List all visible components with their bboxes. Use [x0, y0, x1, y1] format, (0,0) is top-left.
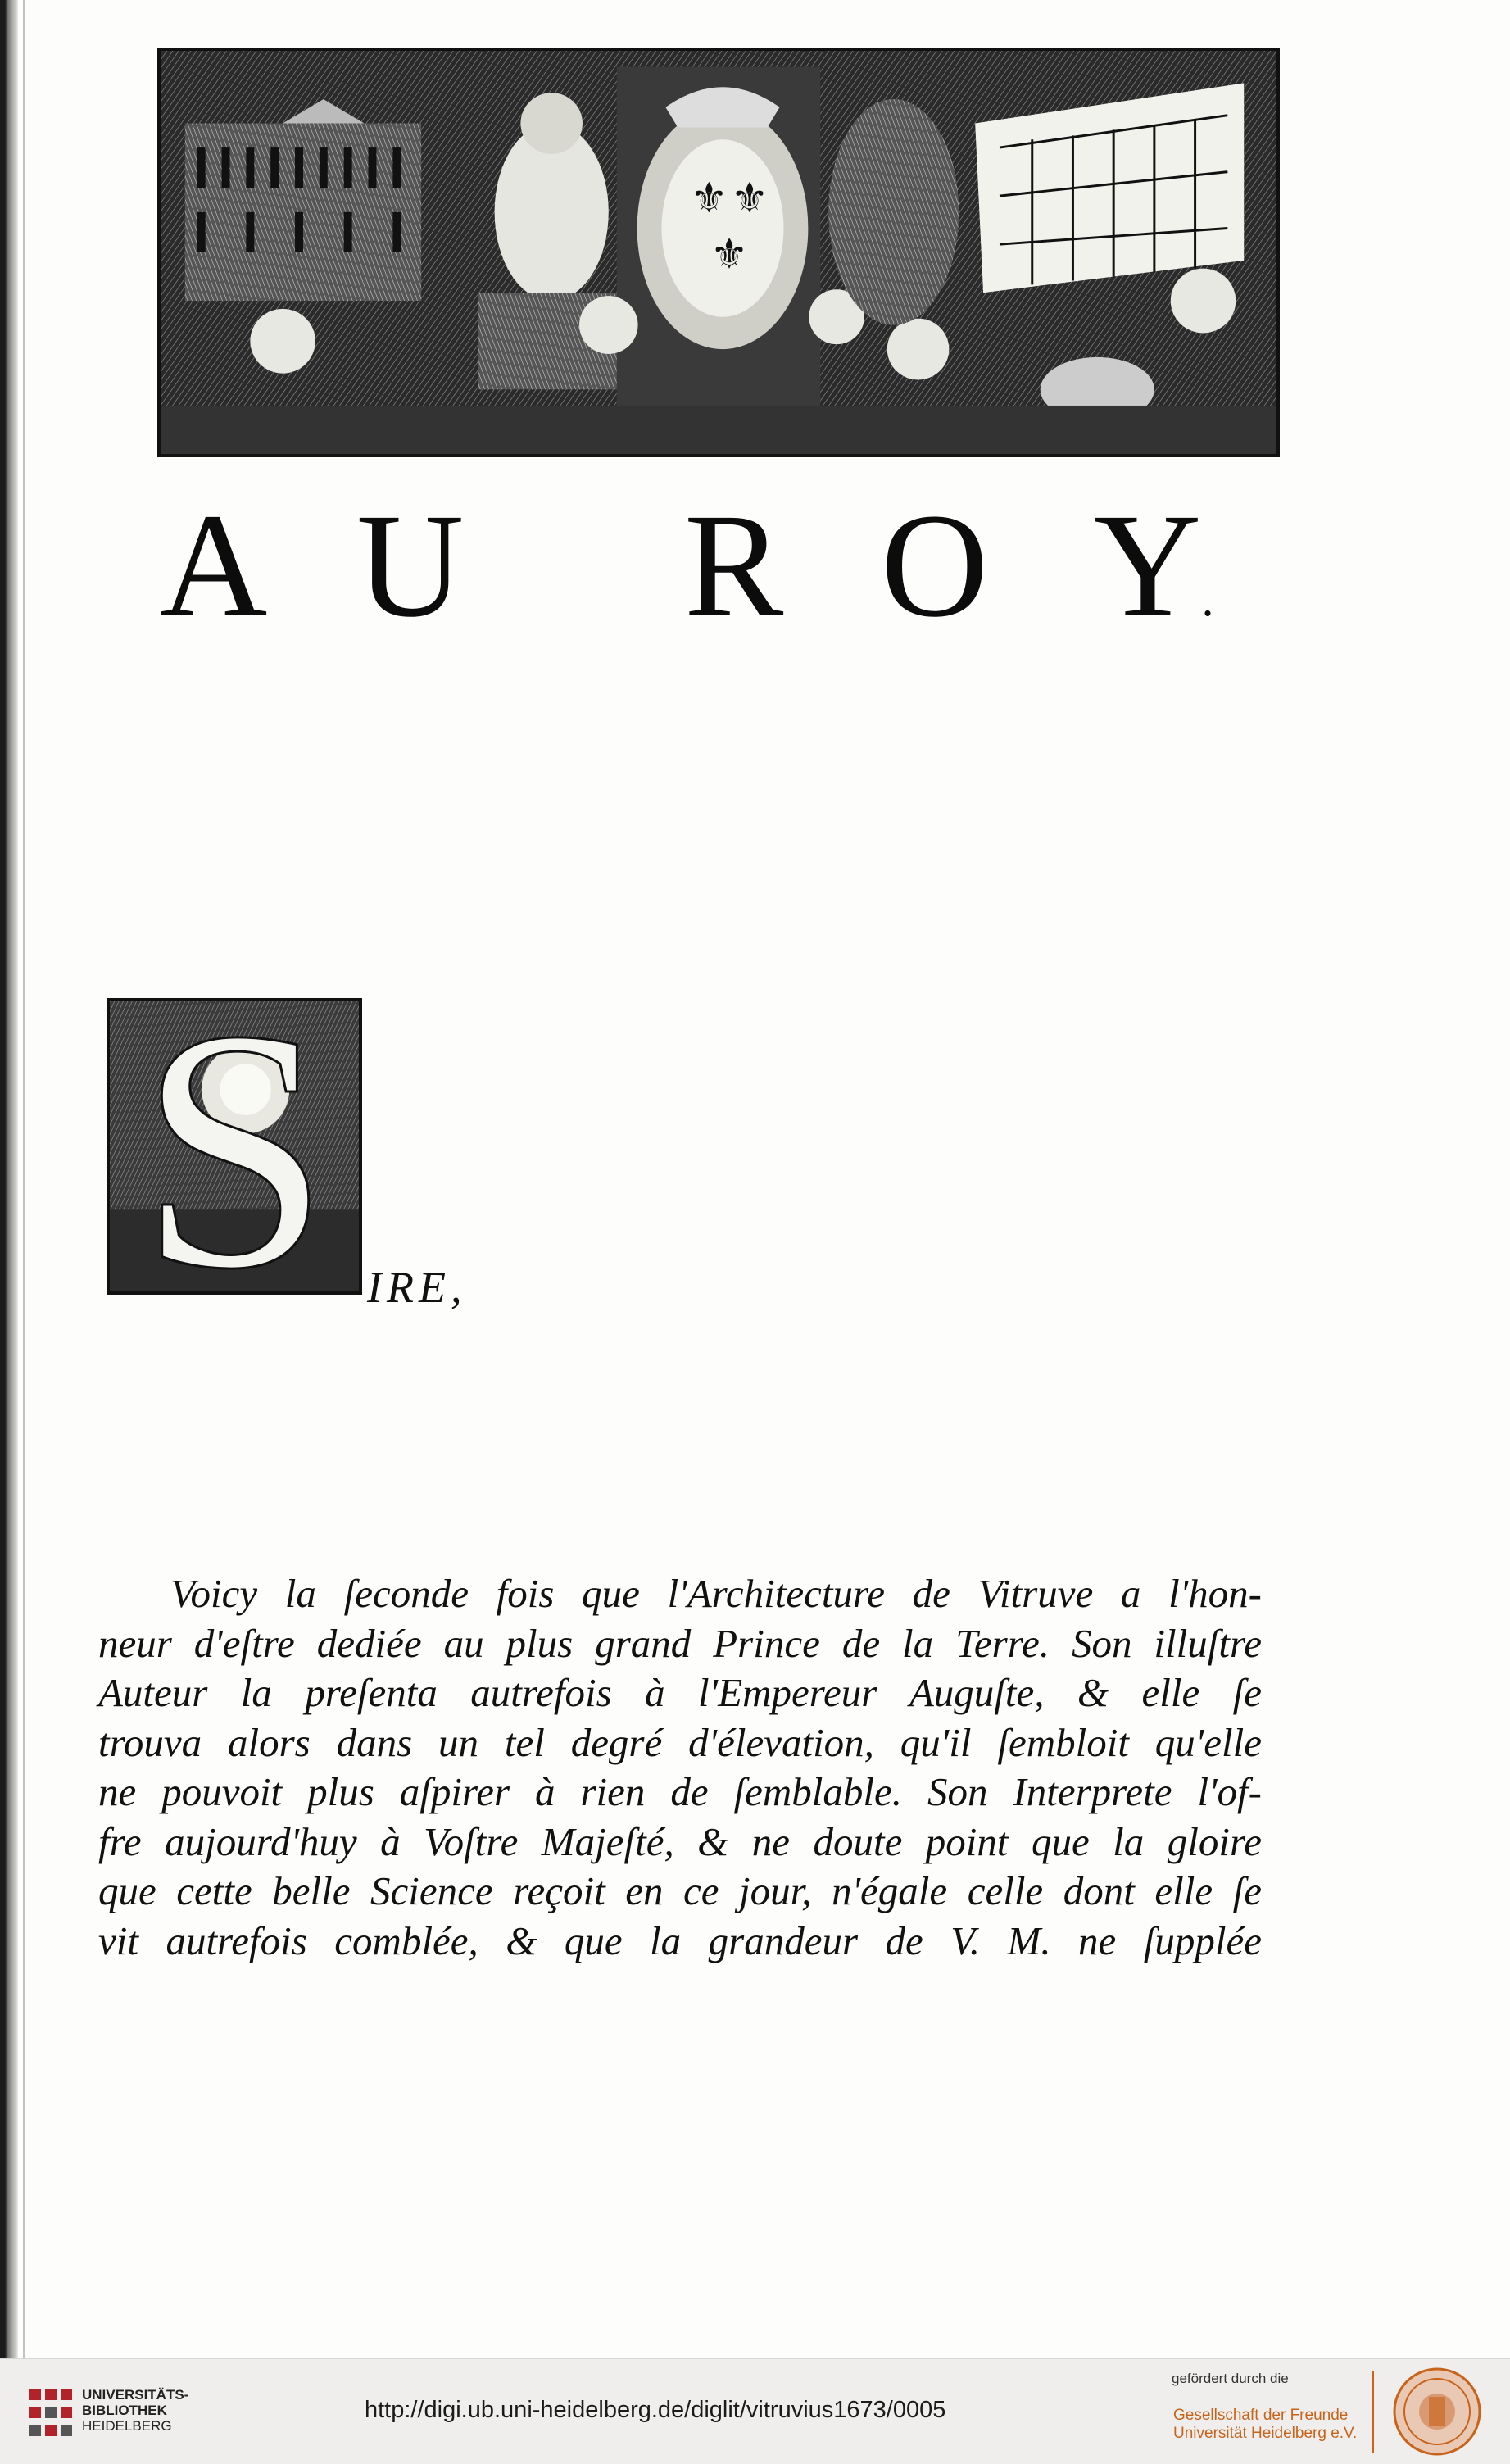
binding-edge: [0, 0, 18, 2358]
sponsor-name-line1: Gesellschaft der Freunde: [1173, 2407, 1349, 2424]
funded-by-label: gefördert durch die: [1172, 2371, 1289, 2386]
dedication-paragraph: [98, 1569, 1262, 1966]
title-letter-y-glyph: Y: [1094, 483, 1202, 648]
paragraph-line: Voicy la ſeconde fois que l'Architecture de Vitruve a l'hon-: [170, 1571, 1262, 1616]
library-name: [82, 2387, 188, 2434]
title-letter-u: U: [356, 483, 465, 648]
title-letter-y: [1094, 483, 1214, 648]
paragraph-line: que cette belle Science reçoit en ce jour, n'égale celle dont elle ſe: [98, 1868, 1262, 1913]
footer-divider: [1372, 2371, 1374, 2453]
library-name-line1: UNIVERSITÄTS-: [82, 2387, 189, 2403]
library-name-line2: BIBLIOTHEK: [82, 2403, 167, 2418]
title-letter-r: R: [684, 483, 784, 648]
library-logo-icon: [29, 2389, 72, 2436]
svg-text:⚜: ⚜: [690, 174, 728, 223]
title-letter-a: A: [160, 483, 268, 648]
library-name-line3: HEIDELBERG: [82, 2418, 172, 2434]
engraved-headpiece: [157, 48, 1280, 457]
svg-text:⚜: ⚜: [730, 174, 769, 223]
salutation-text: IRE,: [367, 1263, 467, 1312]
paragraph-line: vit autrefois comblée, & que la grandeur de V. M. ne ſupplée: [98, 1917, 1262, 1963]
headpiece-engraving: [161, 51, 1276, 454]
decorated-dropcap: [107, 998, 362, 1295]
paragraph-line: fre aujourd'huy à Voſtre Majeſté, & ne doute point que la gloire: [98, 1818, 1262, 1864]
paragraph-line: neur d'eſtre dediée au plus grand Prince de la Terre. Son illuſtre: [98, 1620, 1262, 1666]
dedication-title: [160, 483, 1241, 648]
permalink-url[interactable]: http://digi.ub.uni-heidelberg.de/diglit/vitruvius1673/0005: [365, 2397, 946, 2423]
dropcap-letter: S: [138, 998, 330, 1295]
digitization-footer: [0, 2358, 1510, 2464]
sponsor-name-line2: Universität Heidelberg e.V.: [1173, 2425, 1358, 2442]
paragraph-line: Auteur la preſenta autrefois à l'Empereur Auguſte, & elle ſe: [98, 1670, 1262, 1715]
title-period: .: [1201, 572, 1214, 626]
university-seal-icon: [1393, 2367, 1481, 2456]
sponsor-name: [1173, 2407, 1357, 2443]
paragraph-line: trouva alors dans un tel degré d'élevation, qu'il ſembloit qu'elle: [98, 1719, 1262, 1765]
paragraph-line: ne pouvoit plus aſpirer à rien de ſemblable. Son Interprete l'of-: [98, 1769, 1262, 1814]
title-letter-o: O: [881, 483, 989, 648]
svg-text:⚜: ⚜: [710, 229, 749, 279]
gutter-line: [23, 0, 25, 2358]
